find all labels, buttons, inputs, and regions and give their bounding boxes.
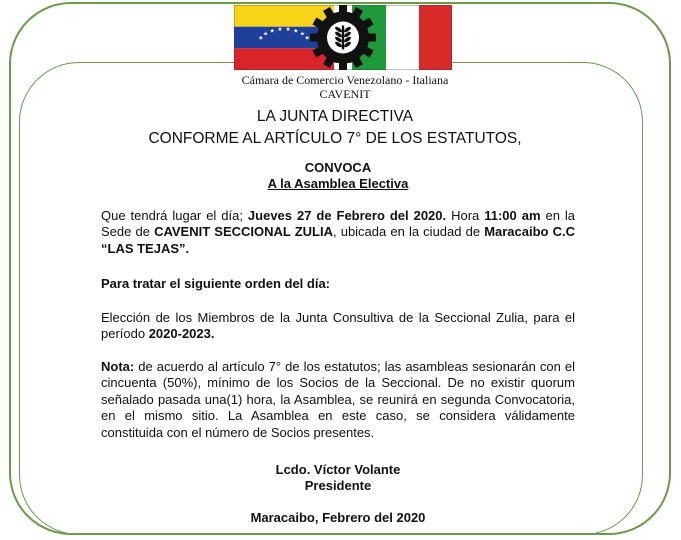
agenda-item-paragraph: Elección de los Miembros de la Junta Consultiva de la Seccional Zulia, para el período 2020-2023. [101, 310, 575, 342]
heading-junta-directiva: LA JUNTA DIRECTIVA [256, 108, 414, 125]
signer-role: Presidente [304, 478, 372, 493]
emblem-stem [342, 26, 344, 50]
signer-name: Lcdo. Víctor Volante [275, 462, 401, 477]
heading-conforme-articulo: CONFORME AL ARTÍCULO 7° DE LOS ESTATUTOS, [148, 130, 522, 147]
dateline: Maracaibo, Febrero del 2020 [250, 510, 426, 525]
convoca-title: CONVOCA [304, 160, 372, 175]
meeting-details-paragraph: Que tendrá lugar el día; Jueves 27 de Febrero del 2020. Hora 11:00 am en la Sede de CAVENIT SECCIONAL ZULIA, ubicada en la ciudad de Maracaibo C.C “LAS TEJAS”. [101, 208, 576, 256]
organization-name: Cámara de Comercio Venezolano - Italiana [241, 73, 449, 87]
period: 2020-2023. [148, 326, 215, 342]
meeting-venue: CAVENIT SECCIONAL ZULIA [154, 224, 333, 240]
note-paragraph: Nota: de acuerdo al artículo 7° de los estatutos; las asambleas sesionarán con el cincuenta (50%), mínimo de los Socios de la Seccional. De no existir quorum señalado pasada una(1) hora, la Asamblea, se reunirá en segunda Convocatoria, en el mismo sitio. La Asamblea en este caso, se considera válidamente constituida con el número de Socios presentes. [101, 359, 575, 440]
it-flag-white [386, 5, 419, 70]
asamblea-subtitle: A la Asamblea Electiva [267, 176, 409, 191]
it-flag-red [419, 5, 452, 70]
agenda-heading: Para tratar el siguiente orden del día: [101, 276, 331, 291]
meeting-date: Jueves 27 de Febrero del 2020. [247, 208, 447, 223]
meeting-time: 11:00 am [484, 208, 541, 223]
cavenit-logo [234, 5, 452, 70]
meeting-place: Maracaibo C.C “LAS TEJAS”. [101, 224, 575, 256]
organization-acronym: CAVENIT [319, 87, 371, 101]
note-label: Nota: [101, 359, 135, 374]
